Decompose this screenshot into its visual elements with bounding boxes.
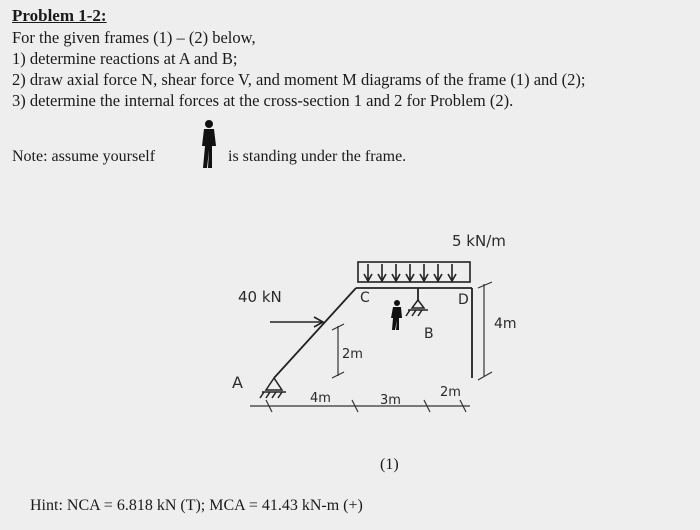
label-distributed-load: 5 kN/m bbox=[452, 232, 506, 250]
label-2m-vertical: 2m bbox=[342, 347, 363, 362]
support-b bbox=[406, 300, 428, 316]
label-c: C bbox=[360, 290, 370, 306]
frame-members bbox=[274, 288, 472, 378]
figure-caption: (1) bbox=[380, 456, 399, 473]
label-2m-bottom: 2m bbox=[440, 385, 461, 400]
point-load-arrow bbox=[270, 317, 323, 327]
problem-title: Problem 1-2: bbox=[12, 6, 107, 25]
note-text-suffix: is standing under the frame. bbox=[228, 148, 407, 165]
instruction-line-1: For the given frames (1) – (2) below, bbox=[12, 28, 256, 47]
label-point-load: 40 kN bbox=[238, 288, 282, 306]
label-4m-right: 4m bbox=[494, 316, 517, 332]
distributed-load bbox=[358, 262, 470, 282]
label-3m-bottom: 3m bbox=[380, 393, 401, 408]
label-a: A bbox=[232, 373, 243, 392]
support-a bbox=[260, 378, 286, 398]
small-person-icon bbox=[391, 300, 402, 330]
instruction-line-4: 3) determine the internal forces at the cross-section 1 and 2 for Problem (2). bbox=[12, 91, 514, 110]
instruction-line-3: 2) draw axial force N, shear force V, and moment M diagrams of the frame (1) and (2); bbox=[12, 70, 586, 89]
member-ac bbox=[274, 288, 356, 378]
label-d: D bbox=[458, 292, 469, 308]
note-text-prefix: Note: assume yourself bbox=[12, 148, 156, 165]
label-b: B bbox=[424, 326, 434, 342]
hint-text: Hint: NCA = 6.818 kN (T); MCA = 41.43 kN-m (+) bbox=[30, 497, 363, 514]
instruction-line-2: 1) determine reactions at A and B; bbox=[12, 49, 238, 68]
label-4m-bottom: 4m bbox=[310, 391, 331, 406]
